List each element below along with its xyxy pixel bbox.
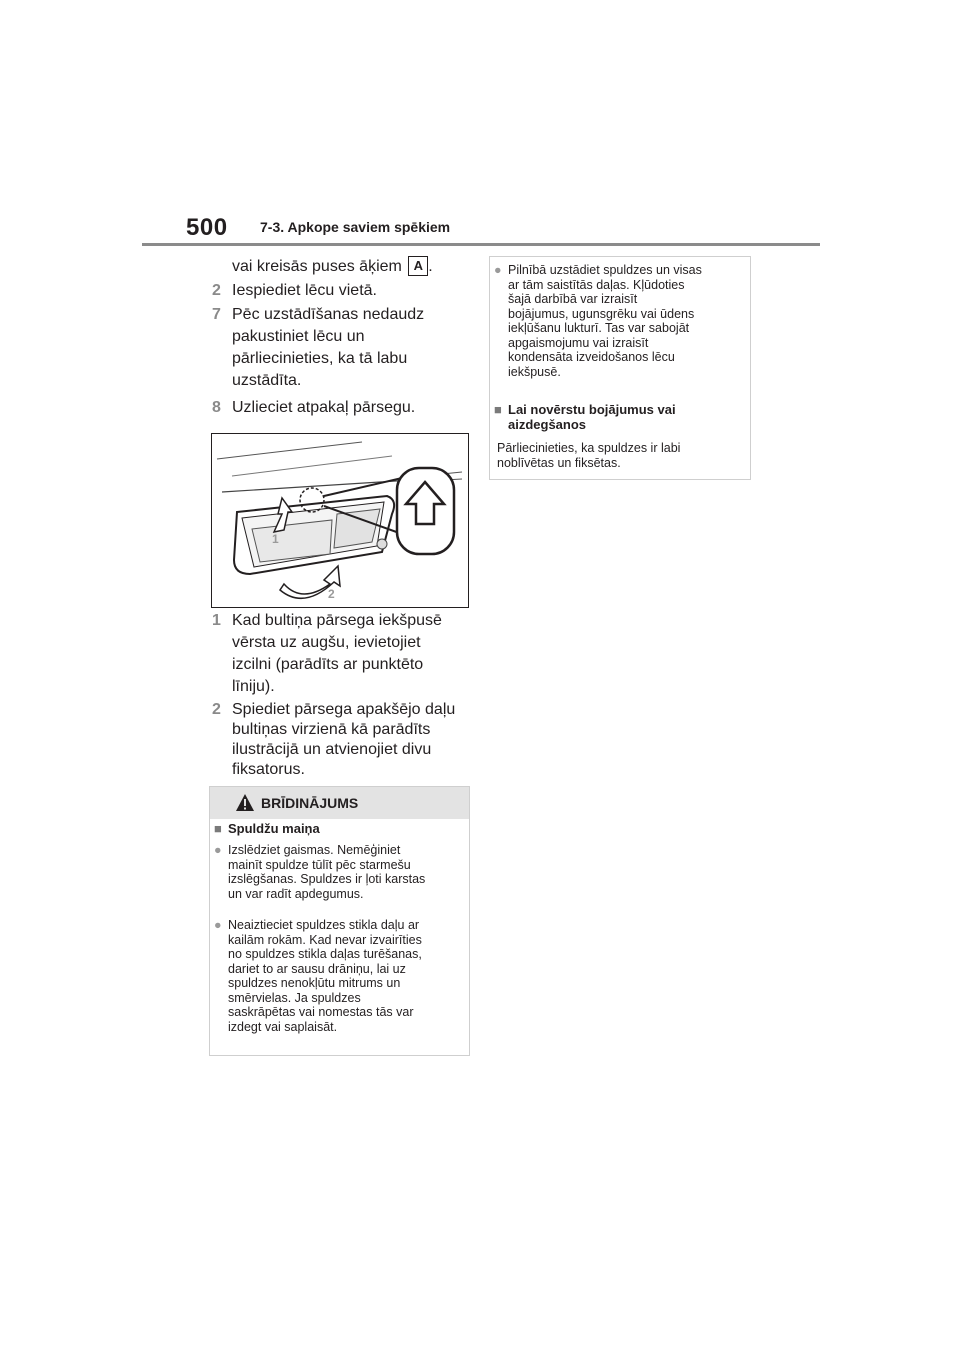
substep-1-number: 1 xyxy=(212,612,221,629)
substep-2-line-4: fiksatorus. xyxy=(232,761,305,778)
step-2-text: Iespiediet lēcu vietā. xyxy=(232,282,377,299)
lens-cover-illustration xyxy=(211,433,469,608)
warning-bullet-1-line-1: Izslēdziet gaismas. Nemēģiniet xyxy=(228,843,401,857)
step-continuation xyxy=(212,256,472,278)
warning-bullet-2-line-6: smērvielas. Ja spuldzes xyxy=(228,990,361,1005)
step-8-number: 8 xyxy=(212,399,221,416)
warning-bullet-1-line-4: un var radīt apdegumus. xyxy=(228,886,364,901)
step-8 xyxy=(212,397,472,419)
right-caution-box xyxy=(489,256,751,480)
warning-bullet-1-line-2: mainīt spuldze tūlīt pēc starmešu xyxy=(228,857,411,872)
right-heading-line-1: Lai novērstu bojājumus vai xyxy=(508,402,676,417)
step-7-line-2: pakustiniet lēcu un xyxy=(232,328,365,345)
warning-bullet-2-line-1: Neaiztieciet spuldzes stikla daļu ar xyxy=(228,918,420,932)
warning-heading-text: Spuldžu maiņa xyxy=(228,821,320,836)
step-2 xyxy=(212,280,472,302)
warning-box xyxy=(209,786,470,1056)
bullet-dot-icon: ● xyxy=(214,843,222,857)
figure-label-1: 1 xyxy=(272,532,279,546)
right-bullet-1-line-4: bojājumus, ugunsgrēku vai ūdens xyxy=(508,306,695,321)
substep-2 xyxy=(212,700,472,780)
step-8-text: Uzlieciet atpakaļ pārsegu. xyxy=(232,399,416,416)
section-title: 7-3. Apkope saviem spēkiem xyxy=(260,219,451,235)
warning-header xyxy=(210,787,469,819)
right-text xyxy=(497,441,747,470)
warning-bullet-1-line-3: izslēgšanas. Spuldzes ir ļoti karstas xyxy=(228,872,426,886)
illustration-drawing xyxy=(212,434,468,607)
substep-2-line-2: bultiņas virzienā kā parādīts xyxy=(232,721,431,738)
bullet-dot-icon: ● xyxy=(214,918,222,932)
substep-1-line-1: Kad bultiņa pārsega iekšpusē xyxy=(232,612,442,629)
step-continuation-text: vai kreisās puses āķiem xyxy=(232,258,402,275)
substep-2-line-3: ilustrācijā un atvienojiet divu xyxy=(232,741,432,758)
warning-bullet-2-line-4: dariet to ar sausu drāniņu, lai uz xyxy=(228,961,406,976)
substep-1-line-4: līniju). xyxy=(232,678,275,695)
substep-2-line-1: Spiediet pārsega apakšējo daļu xyxy=(232,701,456,718)
warning-bullet-2 xyxy=(214,918,464,1034)
square-bullet-icon: ■ xyxy=(214,821,222,836)
page-number: 500 xyxy=(186,214,228,241)
substep-1-line-2: vērsta uz augšu, ievietojiet xyxy=(232,634,421,651)
step-7-line-4: uzstādīta. xyxy=(232,372,302,389)
right-bullet-1-line-1: Pilnībā uzstādiet spuldzes un visas xyxy=(508,263,702,277)
right-bullet-1-line-2: ar tām saistītās daļas. Kļūdoties xyxy=(508,277,685,292)
header-rule xyxy=(142,243,820,246)
bullet-dot-icon: ● xyxy=(494,263,502,277)
right-bullet-1-line-3: šajā darbībā var izraisīt xyxy=(508,292,638,306)
substep-2-number: 2 xyxy=(212,701,221,718)
step-7-number: 7 xyxy=(212,306,221,323)
right-text-line-1: Pārliecinieties, ka spuldzes ir labi xyxy=(497,441,681,455)
right-heading-line-2: aizdegšanos xyxy=(508,416,587,432)
step-7 xyxy=(212,304,472,392)
right-heading xyxy=(494,403,744,432)
warning-bullet-2-line-7: saskrāpētas vai nomestas tās var xyxy=(228,1005,414,1019)
figure-label-2: 2 xyxy=(328,587,335,601)
right-bullet-1-line-7: kondensāta izveidošanos lēcu xyxy=(508,350,675,364)
substep-1 xyxy=(212,610,472,698)
label-box-a: A xyxy=(408,256,428,276)
step-2-number: 2 xyxy=(212,282,221,299)
warning-heading xyxy=(214,822,464,837)
step-7-line-3: pārliecinieties, ka tā labu xyxy=(232,350,408,367)
substep-1-line-3: izcilni (parādīts ar punktēto xyxy=(232,656,424,673)
right-text-line-2: noblīvētas un fiksētas. xyxy=(497,455,621,470)
warning-bullet-1 xyxy=(214,843,464,901)
right-bullet-1-line-5: iekļūšanu lukturī. Tas var sabojāt xyxy=(508,321,690,335)
warning-title: BRĪDINĀJUMS xyxy=(261,795,359,811)
warning-bullet-2-line-2: kailām rokām. Kad nevar izvairīties xyxy=(228,932,422,947)
step-7-line-1: Pēc uzstādīšanas nedaudz xyxy=(232,306,425,323)
right-bullet-1-line-6: apgaismojumu vai izraisīt xyxy=(508,335,649,350)
warning-icon xyxy=(235,793,255,812)
warning-bullet-2-line-5: spuldzes nenokļūtu mitrums un xyxy=(228,976,401,990)
right-bullet-1 xyxy=(494,263,744,379)
warning-bullet-2-line-3: no spuldzes stikla daļas turēšanas, xyxy=(228,947,422,961)
warning-bullet-2-line-8: izdegt vai saplaisāt. xyxy=(228,1019,338,1034)
step-continuation-end: . xyxy=(428,258,433,275)
right-bullet-1-line-8: iekšpusē. xyxy=(508,364,561,379)
square-bullet-icon: ■ xyxy=(494,402,502,417)
